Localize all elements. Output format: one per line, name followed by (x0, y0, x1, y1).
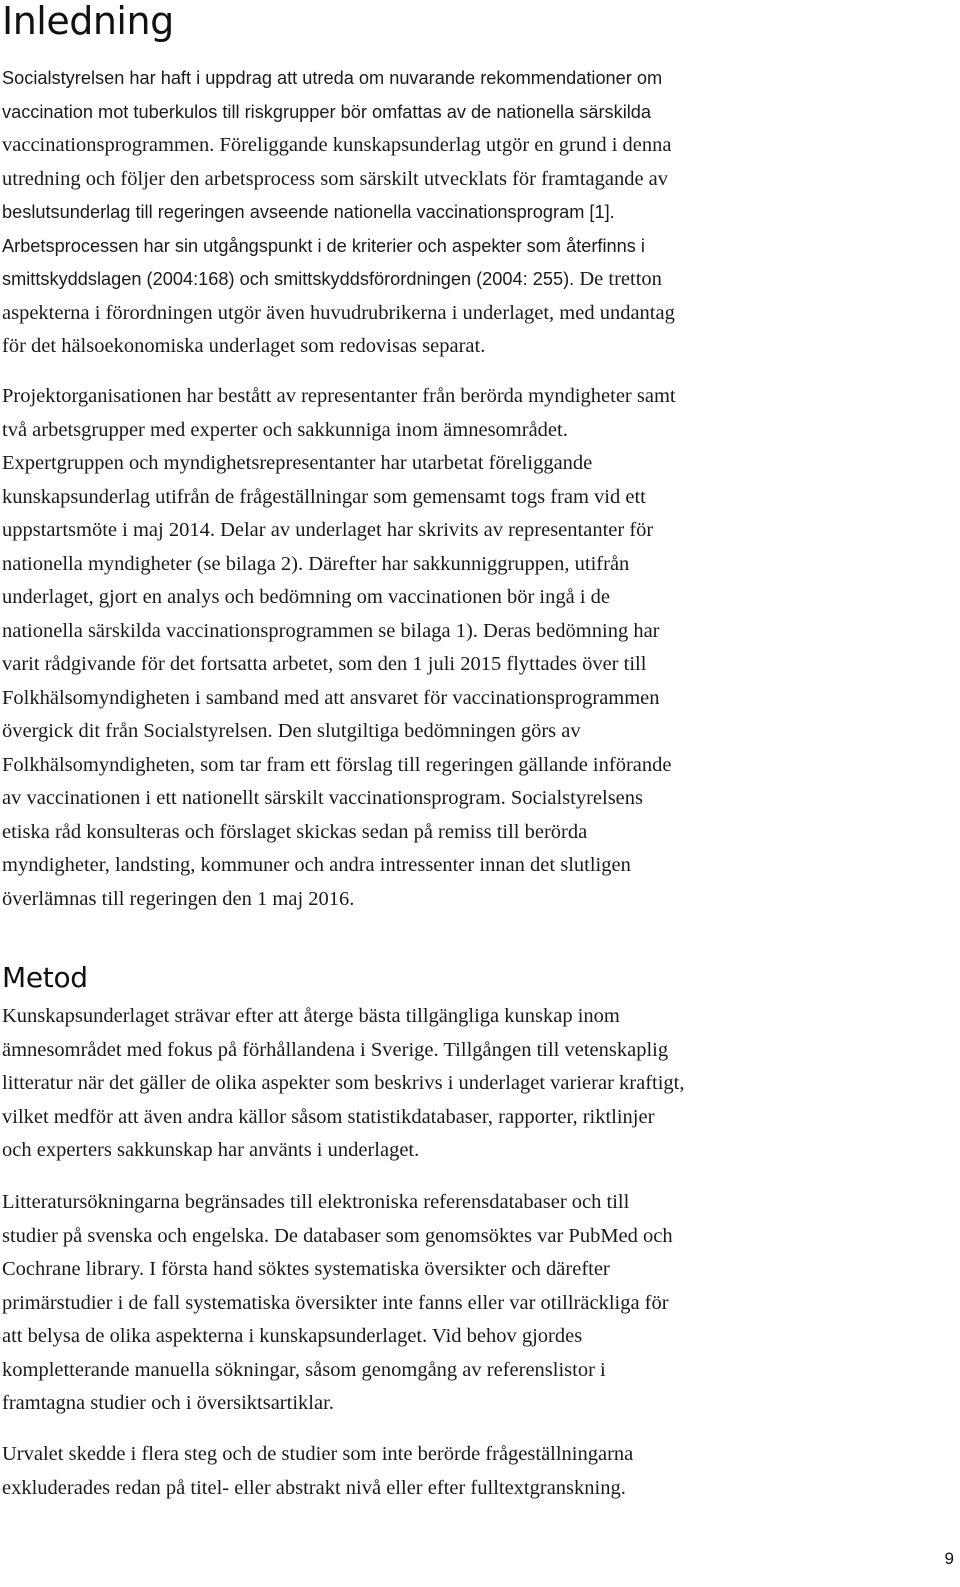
text-line: Folkhälsomyndigheten i samband med att ansvaret för vaccinationsprogrammen (2, 686, 660, 709)
text-line: kompletterande manuella sökningar, såsom genomgång av referenslistor i (2, 1358, 606, 1381)
section-heading-method: Metod (2, 961, 88, 994)
text-segment: De tretton (574, 268, 662, 290)
text-line: utredning och följer den arbetsprocess som särskilt utvecklats för framtagande av (2, 167, 669, 190)
text-line: vaccination mot tuberkulos till riskgrupper bör omfattas av de nationella särskilda (2, 101, 652, 122)
text-line: kunskapsunderlag utifrån de frågeställningar som gemensamt togs fram vid ett (2, 485, 646, 508)
text-line: ämnesområdet med fokus på förhållandena i Sverige. Tillgången till vetenskaplig (2, 1038, 669, 1061)
text-line: övergick dit från Socialstyrelsen. Den slutgiltiga bedömningen görs av (2, 720, 581, 742)
text-line: Projektorganisationen har bestått av representanter från berörda myndigheter samt (2, 385, 676, 407)
introduction-paragraph-2 (2, 380, 676, 916)
text-line: litteratur när det gäller de olika aspekter som beskrivs i underlaget varierar kraftigt, (2, 1072, 685, 1094)
text-line: etiska råd konsulteras och förslaget skickas sedan på remiss till berörda (2, 820, 588, 843)
text-line: Cochrane library. I första hand söktes systematiska översikter och därefter (2, 1258, 610, 1280)
text-line: uppstartsmöte i maj 2014. Delar av underlaget har skrivits av representanter för (2, 519, 654, 541)
text-line: varit rådgivande för det fortsatta arbetet, som den 1 juli 2015 flyttades över till (2, 653, 647, 675)
method-paragraph-3 (2, 1438, 633, 1505)
section-heading-introduction: Inledning (2, 0, 174, 43)
text-line: framtagna studier och i översiktsartiklar. (2, 1392, 334, 1414)
text-line: studier på svenska och engelska. De databaser som genomsöktes var PubMed och (2, 1224, 673, 1247)
text-line: beslutsunderlag till regeringen avseende nationella vaccinationsprogram [1]. (2, 202, 615, 222)
text-line: överlämnas till regeringen den 1 maj 2016. (2, 887, 355, 910)
text-line: nationella myndigheter (se bilaga 2). Därefter har sakkunniggruppen, utifrån (2, 552, 630, 575)
text-line: nationella särskilda vaccinationsprogrammen se bilaga 1). Deras bedömning har (2, 619, 660, 642)
text-line (2, 263, 675, 297)
text-line: Litteratursökningarna begränsades till elektroniska referensdatabaser och till (2, 1191, 630, 1213)
method-paragraph-2 (2, 1186, 673, 1421)
introduction-paragraph-1 (2, 62, 675, 364)
text-line: underlaget, gjort en analys och bedömning om vaccinationen bör ingå i de (2, 586, 610, 608)
text-line: Socialstyrelsen har haft i uppdrag att utreda om nuvarande rekommendationer om (2, 68, 663, 88)
text-line: myndigheter, landsting, kommuner och andra intressenter innan det slutligen (2, 854, 631, 876)
text-line: Kunskapsunderlaget strävar efter att återge bästa tillgängliga kunskap inom (2, 1005, 620, 1027)
text-line: för det hälsoekonomiska underlaget som redovisas separat. (2, 335, 486, 357)
text-line: två arbetsgrupper med experter och sakkunniga inom ämnesområdet. (2, 418, 568, 441)
text-segment: smittskyddslagen (2004:168) och smittskyddsförordningen (2004: 255). (2, 269, 575, 289)
page-number: 9 (944, 1549, 954, 1568)
text-line: Arbetsprocessen har sin utgångspunkt i de kriterier och aspekter som återfinns i (2, 235, 645, 256)
text-line: vaccinationsprogrammen. Föreliggande kunskapsunderlag utgör en grund i denna (2, 134, 672, 156)
text-line: exkluderades redan på titel- eller abstrakt nivå eller efter fulltextgranskning. (2, 1476, 626, 1499)
text-line: av vaccinationen i ett nationellt särskilt vaccinationsprogram. Socialstyrelsens (2, 787, 644, 809)
text-line: Urvalet skedde i flera steg och de studier som inte berörde frågeställningarna (2, 1443, 634, 1465)
text-line: att belysa de olika aspekterna i kunskapsunderlaget. Vid behov gjordes (2, 1325, 583, 1347)
text-line: Expertgruppen och myndighetsrepresentanter har utarbetat föreliggande (2, 452, 593, 474)
text-line: vilket medför att även andra källor såsom statistikdatabaser, rapporter, riktlinjer (2, 1105, 655, 1128)
text-line: Folkhälsomyndigheten, som tar fram ett förslag till regeringen gällande införande (2, 753, 672, 776)
method-paragraph-1 (2, 1000, 685, 1168)
text-line: primärstudier i de fall systematiska översikter inte fanns eller var otillräckliga för (2, 1291, 669, 1314)
text-line: aspekterna i förordningen utgör även huvudrubrikerna i underlaget, med undantag (2, 301, 675, 324)
text-line: och experters sakkunskap har använts i underlaget. (2, 1139, 420, 1161)
